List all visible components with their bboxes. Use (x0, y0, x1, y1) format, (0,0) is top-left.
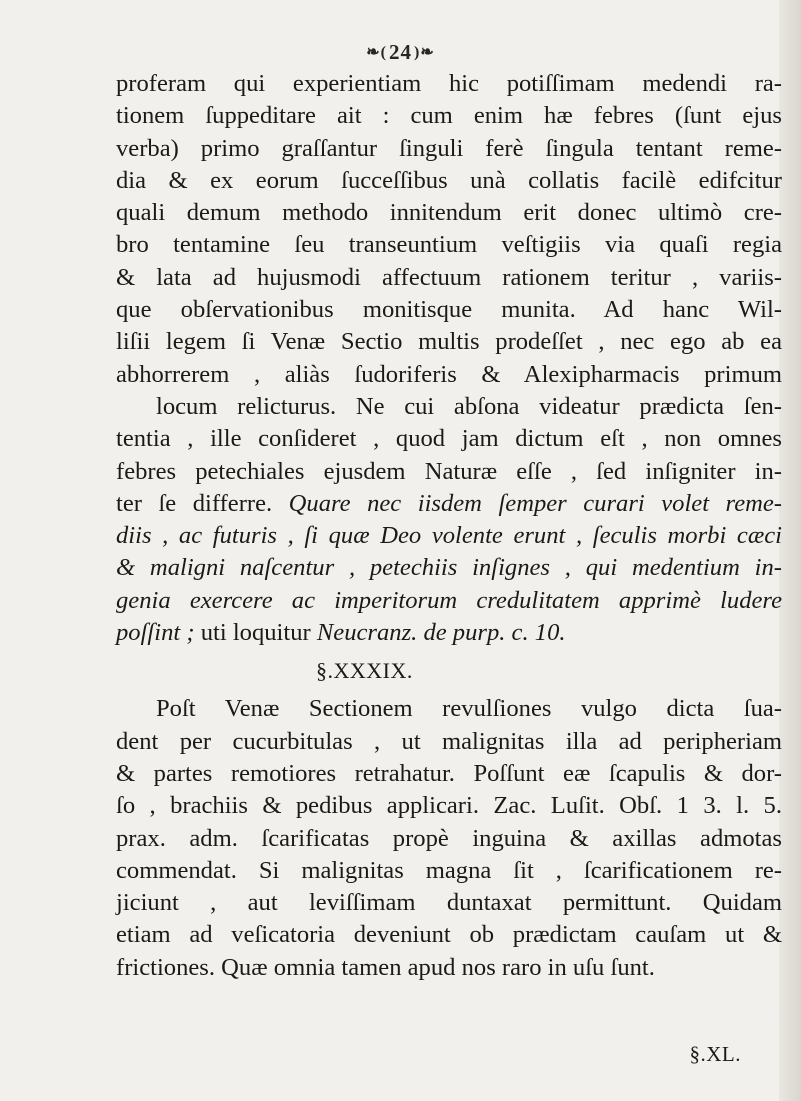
text-line: verba) primo graſſantur ſinguli ferè ſingula tentant reme- (116, 134, 782, 162)
italic-quote-line: diis , ac futuris , ſi quæ Deo volente erunt , ſeculis morbi cæci (116, 522, 782, 550)
right-ornament-icon: )❧ (414, 44, 435, 61)
text-line: prax. adm. ſcarificatas propè inguina & axillas admotas (116, 824, 782, 852)
text-line: frictiones. Quæ omnia tamen apud nos raro in uſu ſunt. (116, 953, 655, 981)
text-line: abhorrerem , aliàs ſudoriferis & Alexipharmacis primum (116, 360, 782, 388)
text-line: & lata ad hujusmodi affectuum rationem teritur , variis- (116, 263, 782, 291)
italic-quote-line: genia exercere ac imperitorum credulitatem apprimè ludere (116, 586, 782, 614)
italic-quote-line: & maligni naſcentur , petechiis inſignes , qui medentium in- (116, 554, 782, 582)
body-text (116, 68, 782, 984)
italic-quote-start: Quare nec iisdem ſemper curari volet reme- (288, 489, 782, 517)
section-heading: §.XXXIX. (316, 658, 413, 684)
italic-quote-end: poſſint ; (116, 619, 195, 647)
text-line-mixed (116, 488, 782, 520)
text-line-mixed (116, 617, 782, 649)
text-line: Poſt Venæ Sectionem revulſiones vulgo dicta ſua- (156, 695, 782, 723)
text-line: jiciunt , aut leviſſimam duntaxat permittunt. Quidam (116, 889, 782, 917)
text-line: tionem ſuppeditare ait : cum enim hæ febres (ſunt ejus (116, 102, 782, 130)
text-line: & partes remotiores retrahatur. Poſſunt eæ ſcapulis & dor- (116, 759, 782, 787)
text-line: quali demum methodo innitendum erit donec ultimò cre- (116, 199, 782, 227)
roman-segment: ter ſe differre. (116, 489, 273, 517)
text-line: locum relicturus. Ne cui abſona videatur prædicta ſen- (156, 392, 782, 420)
text-line: dia & ex eorum ſucceſſibus unà collatis facilè edifcitur (116, 166, 782, 194)
roman-segment: uti loquitur (200, 619, 311, 647)
text-line: febres petechiales ejusdem Naturæ eſſe , ſed inſigniter in- (116, 457, 782, 485)
text-line: dent per cucurbitulas , ut malignitas illa ad peripheriam (116, 727, 782, 755)
text-line: tentia , ille conſideret , quod jam dictum eſt , non omnes (116, 425, 782, 453)
text-line: que obſervationibus monitisque munita. Ad hanc Wil- (116, 296, 782, 324)
catchword: §.XL. (689, 1042, 741, 1066)
text-line: liſii legem ſi Venæ Sectio multis prodeſſet , nec ego ab ea (116, 328, 782, 356)
text-line: bro tentamine ſeu transeuntium veſtigiis via quaſi regia (116, 231, 782, 259)
text-line: proferam qui experientiam hic potiſſimam medendi ra- (116, 70, 782, 97)
text-line: ſo , brachiis & pedibus applicari. Zac. Luſit. Obſ. 1 3. l. 5. (116, 792, 782, 820)
text-line: commendat. Si malignitas magna ſit , ſcarificationem re- (116, 856, 782, 884)
left-ornament-icon: ❧( (366, 44, 387, 61)
text-line: etiam ad veſicatoria deveniunt ob prædictam cauſam ut & (116, 921, 782, 949)
page-number: 24 (389, 40, 412, 64)
page-edge-shadow (779, 0, 801, 1101)
citation: Neucranz. de purp. c. 10. (316, 619, 566, 647)
page-number-header (0, 40, 801, 65)
